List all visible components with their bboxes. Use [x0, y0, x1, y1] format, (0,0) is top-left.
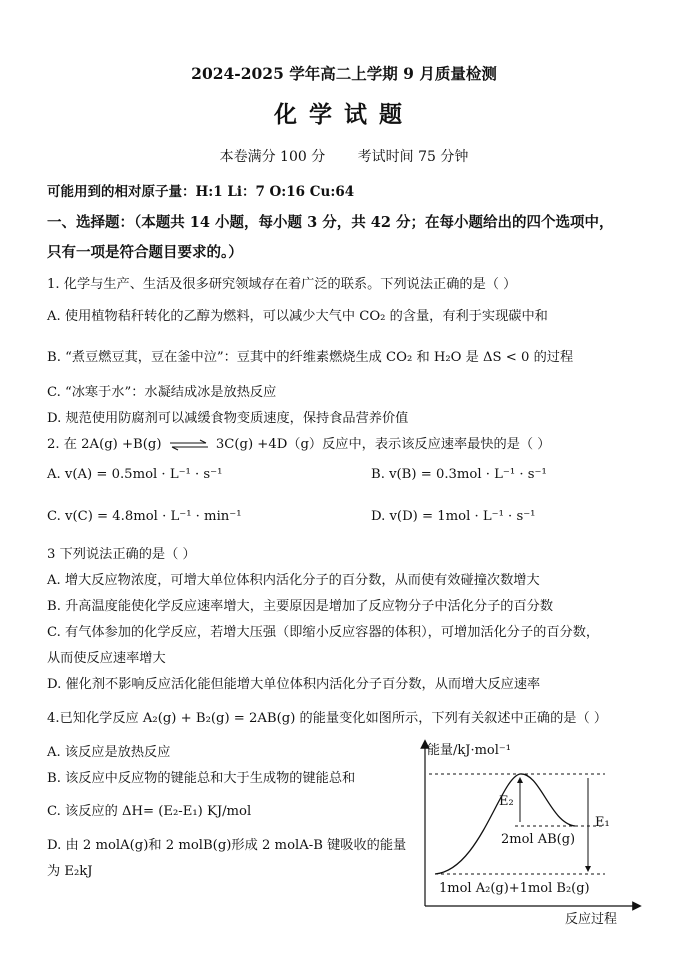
q4-option-a: A. 该反应是放热反应: [47, 745, 171, 760]
section-1-heading-line2: 只有一项是符合题目要求的。）: [47, 244, 243, 261]
energy-diagram: [405, 738, 645, 930]
exam-time: 考试时间 75 分钟: [357, 149, 469, 165]
e2-label: E₂: [499, 794, 514, 809]
exam-title: 2024-2025 学年高二上学期 9 月质量检测: [191, 64, 497, 83]
q2-stem-suffix: 3C(g) +4D（g）反应中，表示该反应速率最快的是（ ）: [215, 437, 551, 452]
product-label: 2mol AB(g): [501, 832, 576, 847]
q1-option-a: A. 使用植物秸秆转化的乙醇为燃料，可以减少大气中 CO₂ 的含量，有利于实现碳中和: [47, 309, 548, 324]
q4-option-d-line2: 为 E₂kJ: [47, 864, 93, 879]
q2-option-a: A. v(A) = 0.5mol · L⁻¹ · s⁻¹: [47, 467, 223, 482]
q1-option-d: D. 规范使用防腐剂可以减缓食物变质速度，保持食品营养价值: [47, 411, 409, 426]
q3-option-b: B. 升高温度能使化学反应速率增大，主要原因是增加了反应物分子中活化分子的百分数: [47, 599, 554, 614]
q4-option-b: B. 该反应中反应物的键能总和大于生成物的键能总和: [47, 771, 356, 786]
q2-stem: [47, 433, 551, 452]
exam-info: [0, 146, 688, 166]
atomic-mass-line: 可能用到的相对原子量：H:1 Li：7 O:16 Cu:64: [47, 184, 355, 200]
reactant-label: 1mol A₂(g)+1mol B₂(g): [439, 881, 590, 896]
q3-option-a: A. 增大反应物浓度，可增大单位体积内活化分子的百分数，从而使有效碰撞次数增大: [47, 573, 540, 588]
q3-option-d: D. 催化剂不影响反应活化能但能增大单位体积内活化分子百分数，从而增大反应速率: [47, 677, 541, 692]
q3-option-c-line2: 从而使反应速率增大: [47, 651, 166, 666]
q1-stem: 1. 化学与生产、生活及很多研究领域存在着广泛的联系。下列说法正确的是（ ）: [47, 277, 517, 292]
q1-option-b: B. “煮豆燃豆萁，豆在釜中泣”：豆萁中的纤维素燃烧生成 CO₂ 和 H₂O 是 ΔS < 0 的过程: [47, 350, 574, 365]
q4-option-d-line1: D. 由 2 molA(g)和 2 molB(g)形成 2 molA-B 键吸收的能量: [47, 838, 407, 853]
x-axis-label: 反应过程: [565, 912, 618, 927]
q1-option-c: C. “冰寒于水”：水凝结成冰是放热反应: [47, 385, 277, 400]
y-axis-label: 能量/kJ·mol⁻¹: [427, 743, 511, 758]
subject-title: 化学试题: [274, 101, 414, 128]
energy-curve: [435, 774, 575, 874]
e1-label: E₁: [595, 815, 610, 830]
q3-option-c-line1: C. 有气体参加的化学反应，若增大压强（即缩小反应容器的体积），可增加活化分子的百分数，: [47, 625, 600, 640]
q2-stem-prefix: 2. 在 2A(g) +B(g): [47, 437, 162, 452]
q2-option-b: B. v(B) = 0.3mol · L⁻¹ · s⁻¹: [371, 467, 547, 482]
section-1-heading-line1: 一、选择题：（本题共 14 小题，每小题 3 分，共 42 分；在每小题给出的四个选项中，: [47, 214, 614, 231]
q4-stem: 4.已知化学反应 A₂(g) + B₂(g) = 2AB(g) 的能量变化如图所示，下列有关叙述中正确的是（ ）: [47, 711, 608, 726]
q3-stem: 3 下列说法正确的是（ ）: [47, 547, 196, 562]
reversible-arrow-icon: [168, 439, 210, 451]
full-score: 本卷满分 100 分: [219, 149, 326, 165]
q2-option-d: D. v(D) = 1mol · L⁻¹ · s⁻¹: [371, 509, 536, 524]
q2-option-c: C. v(C) = 4.8mol · L⁻¹ · min⁻¹: [47, 509, 242, 524]
q4-option-c: C. 该反应的 ΔH= (E₂-E₁) KJ/mol: [47, 804, 252, 819]
